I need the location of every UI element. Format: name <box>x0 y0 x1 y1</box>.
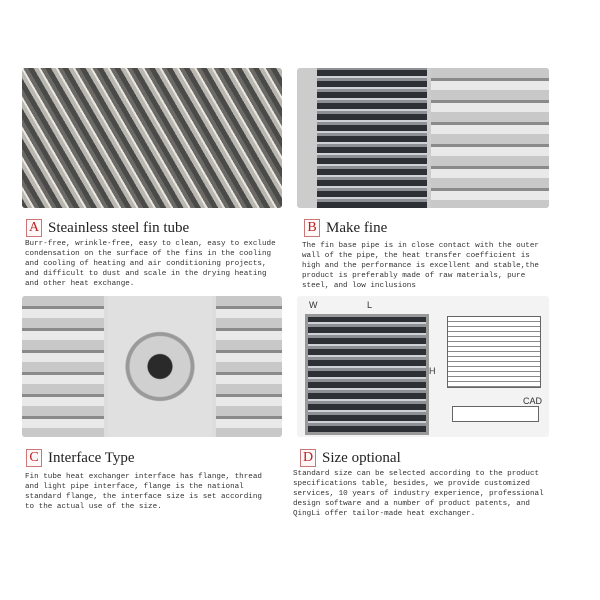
title: Interface Type <box>48 449 135 466</box>
width-label: W <box>309 300 318 310</box>
section-a-text: Burr-free, wrinkle-free, easy to clean, easy to exclude condensation on the surface of the fins in the cooling and cooling of heating and air conditioning projects, and difficult to dust and scale in the drying heating and other heat exchange. <box>25 240 276 288</box>
title: Make fine <box>326 219 388 236</box>
height-label: H <box>429 366 436 376</box>
badge: D <box>300 449 316 467</box>
badge: A <box>26 219 42 237</box>
section-b-heading <box>304 219 387 237</box>
cad-label: CAD <box>523 396 543 406</box>
size-diagram <box>297 296 549 437</box>
section-d-text: Standard size can be selected according to the product specifications table, besides, we provide customized services, 10 years of industry experience, professional design software and a number of product patents, and QingLi offer tailor-made heat exchanger. <box>293 470 544 518</box>
length-label: L <box>367 300 373 310</box>
fin-tube-photo <box>22 68 282 208</box>
section-b-text: The fin base pipe is in close contact with the outer wall of the pipe, the heat transfer coefficient is high and the performance is excellent and stable,the product is preferably made of raw materials, pure steel, and low inclusions <box>302 242 539 290</box>
section-c-text: Fin tube heat exchanger interface has flange, thread and light pipe interface, flange is the national standard flange, the interface size is set according to the actual use of the size. <box>25 473 262 511</box>
section-a-heading <box>26 219 189 237</box>
fin-closeup-photo <box>297 68 549 208</box>
title: Steainless steel fin tube <box>48 219 190 236</box>
section-d-heading <box>300 449 401 467</box>
interface-photos <box>22 296 282 437</box>
title: Size optional <box>322 449 401 466</box>
badge: B <box>304 219 320 237</box>
section-c-heading <box>26 449 135 467</box>
badge: C <box>26 449 42 467</box>
